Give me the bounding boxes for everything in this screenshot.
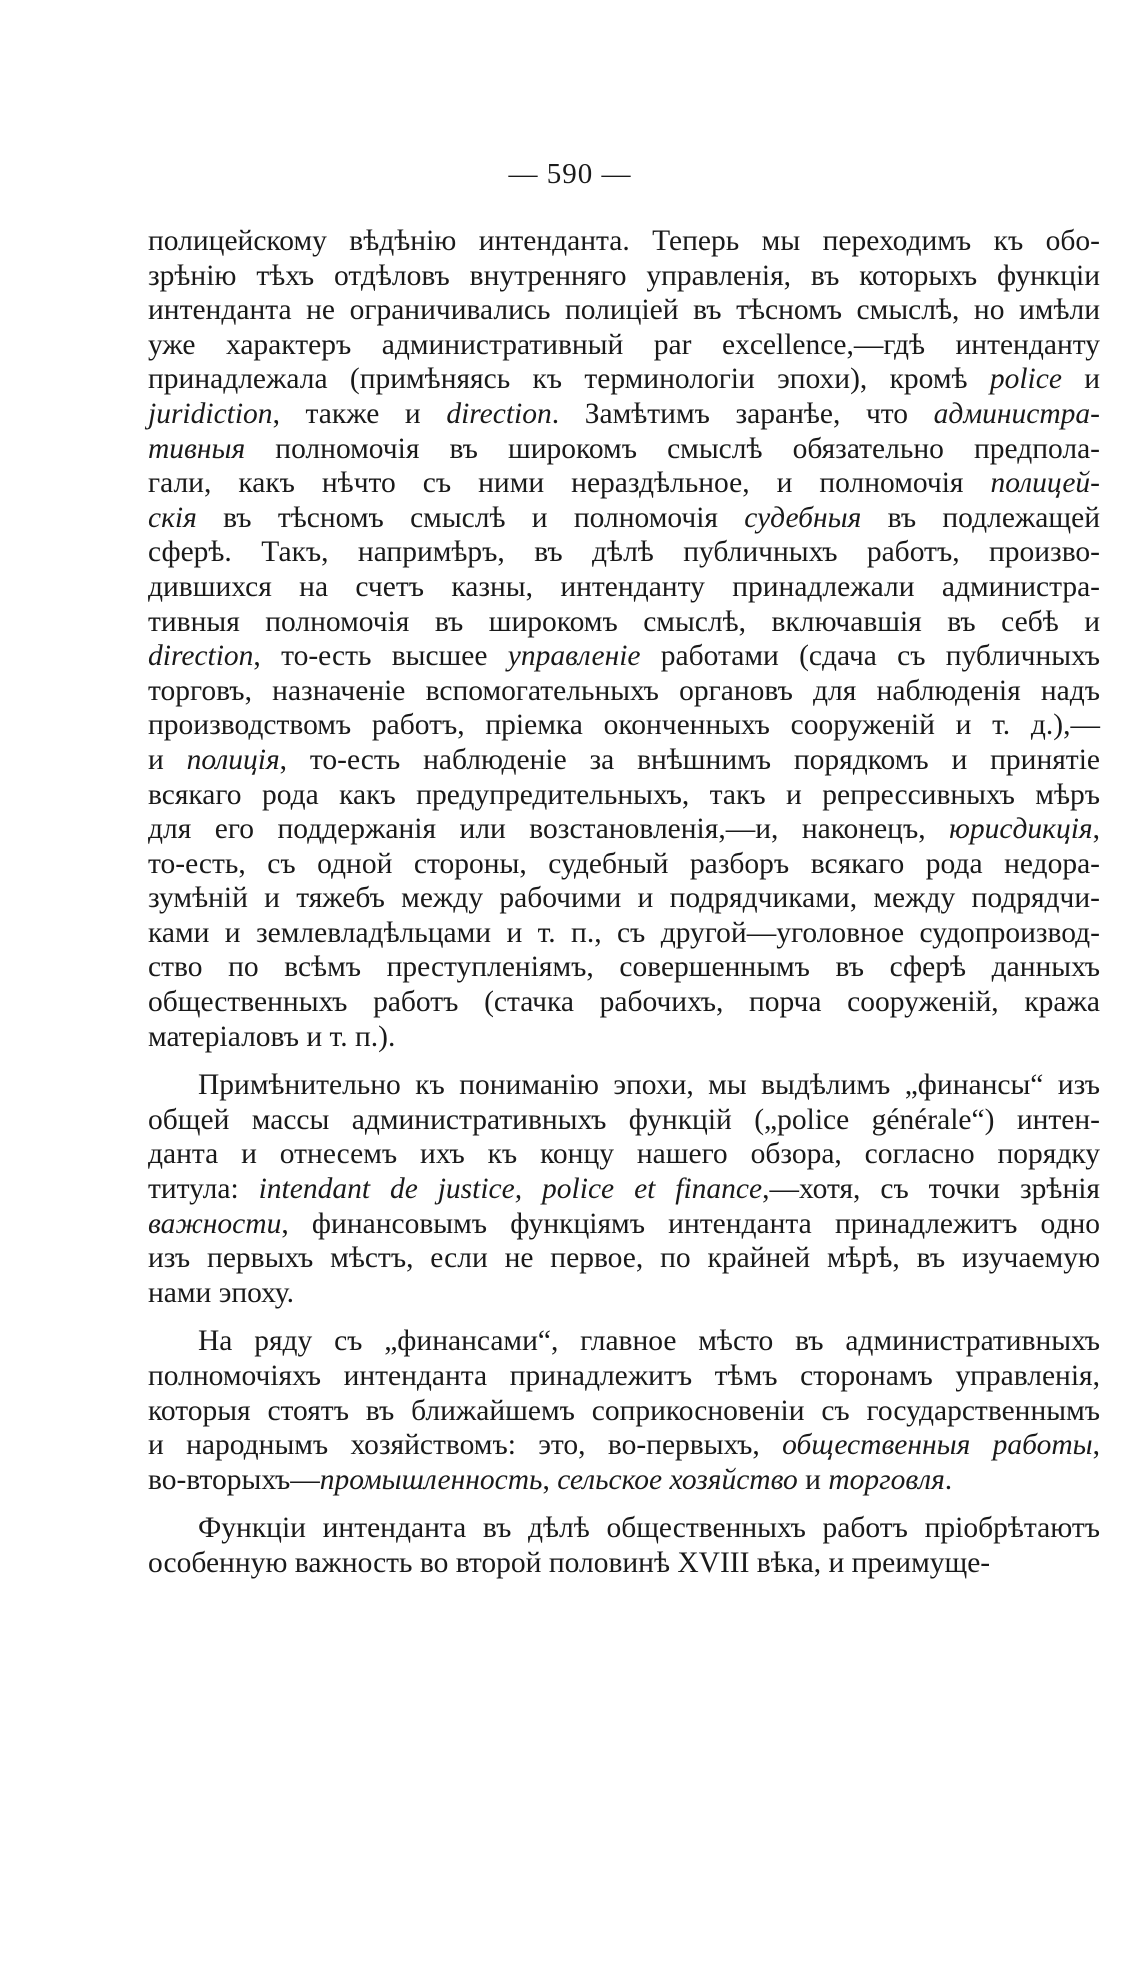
text-line [148,1020,1100,1055]
text-line [148,708,1100,743]
text-segment: ками и землевладѣльцами и т. п., съ другой—уголовное судопроизвод- [148,916,1100,949]
italic-text: важности [148,1207,282,1240]
text-segment: ство по всѣмъ преступленіямъ, совершеннымъ въ сферѣ данныхъ [148,951,1100,984]
paragraph [148,224,1100,1054]
italic-text: тивныя [148,432,246,465]
text-line [148,1324,1100,1359]
body-text [148,224,1100,1581]
text-segment: гали, какъ нѣчто съ ними нераздѣльное, и полномочія [148,467,991,500]
italic-text: intendant de justice, police et finance [258,1173,763,1206]
text-segment: то-есть, съ одной стороны, судебный разборъ всякаго рода недора- [148,847,1100,880]
text-line [148,1428,1100,1463]
text-segment: которыя стоятъ въ ближайшемъ соприкосновеніи съ государственнымъ [148,1394,1100,1427]
text-line [148,535,1100,570]
text-line [148,466,1100,501]
italic-text: direction [148,640,254,673]
italic-text: полиція [186,743,280,776]
paragraph [148,1324,1100,1497]
text-segment: всякаго рода какъ предупредительныхъ, такъ и репрессивныхъ мѣръ [148,778,1100,811]
text-line [148,605,1100,640]
italic-text: управленіе [507,640,641,673]
text-line [148,674,1100,709]
italic-text: сельское хозяйство [557,1463,798,1496]
text-line [148,1276,1100,1311]
text-line [148,259,1100,294]
text-segment: полномочія въ широкомъ смыслѣ обязательно предпола- [245,432,1100,465]
text-segment: принадлежала (примѣняясь къ терминологіи эпохи), кромѣ [148,363,990,396]
text-line [148,1546,1100,1581]
text-line [148,1241,1100,1276]
text-segment: ,—хотя, съ точки зрѣнія [762,1173,1101,1206]
italic-text: промышленность [319,1463,543,1496]
text-segment: работами (сдача съ публичныхъ [640,640,1101,673]
text-segment: изъ первыхъ мѣстъ, если не первое, по крайней мѣрѣ, въ изучаемую [148,1242,1100,1275]
italic-text: скія [148,501,197,534]
text-line [148,432,1100,467]
text-segment: дившихся на счетъ казны, интенданту принадлежали администра- [148,570,1100,603]
text-segment: На ряду съ „финансами“, главное мѣсто въ административныхъ [198,1325,1100,1358]
text-line [148,328,1100,363]
text-line [148,1394,1100,1429]
page-number: — 590 — [508,158,632,190]
text-line [148,570,1100,605]
text-line [148,1068,1100,1103]
text-segment: тивныя полномочія въ широкомъ смыслѣ, включавшія въ себѣ и [148,605,1100,638]
text-segment: нами эпоху. [148,1276,294,1309]
text-segment: , финансовымъ функціямъ интенданта принадлежитъ одно [281,1207,1100,1240]
text-line [148,224,1100,259]
text-segment: матеріаловъ и т. п.). [148,1020,396,1053]
text-line [148,501,1100,536]
italic-text: общественныя работы [782,1429,1093,1462]
italic-text: direction [446,397,552,430]
text-segment: . Замѣтимъ заранѣе, что [551,397,934,430]
text-line [148,1511,1100,1546]
text-line [148,847,1100,882]
text-segment: торговъ, назначеніе вспомогательныхъ органовъ для наблюденія надъ [148,674,1100,707]
text-segment: титула: [148,1173,259,1206]
text-segment: зрѣнію тѣхъ отдѣловъ внутренняго управленія, въ которыхъ функціи [148,259,1100,292]
text-line [148,778,1100,813]
text-segment: во-вторыхъ— [148,1463,320,1496]
text-line [148,1207,1100,1242]
text-segment: , [1092,813,1100,846]
text-line [148,812,1100,847]
text-segment: въ подлежащей [861,501,1100,534]
text-segment: и [1061,363,1100,396]
text-line [148,362,1100,397]
text-line [148,916,1100,951]
paragraph [148,1511,1100,1580]
italic-text: администра- [933,397,1100,430]
text-segment: и [148,743,187,776]
text-segment: и [797,1463,829,1496]
text-segment: , то-есть высшее [253,640,508,673]
text-line [148,1359,1100,1394]
text-segment: полицейскому вѣдѣнію интенданта. Теперь мы переходимъ къ обо- [148,225,1100,257]
italic-text: полицей- [990,467,1100,500]
text-line [148,1172,1100,1207]
italic-text: police [989,363,1062,396]
text-segment: , то-есть наблюденіе за внѣшнимъ порядкомъ и принятіе [279,743,1100,776]
text-line [148,397,1100,432]
text-segment: и народнымъ хозяйствомъ: это, во-первыхъ, [148,1429,783,1462]
italic-text: торговля [828,1463,945,1496]
text-segment: особенную важность во второй половинѣ XVIII вѣка, и преимуще- [148,1546,991,1579]
text-segment: данта и отнесемъ ихъ къ концу нашего обзора, согласно порядку [148,1138,1100,1171]
italic-text: юрисдикція [949,813,1093,846]
text-segment: уже характеръ административный par excellence,—гдѣ интенданту [148,328,1100,361]
text-segment: , [1092,1429,1100,1462]
text-segment: производствомъ работъ, пріемка оконченныхъ сооруженій и т. д.),— [148,709,1100,742]
text-line [148,293,1100,328]
italic-text: juridiction [148,397,273,430]
text-segment: общественныхъ работъ (стачка рабочихъ, порча сооруженій, кража [148,986,1100,1019]
text-segment: полномочіяхъ интенданта принадлежитъ тѣмъ сторонамъ управленія, [148,1360,1100,1392]
text-line [148,1463,1100,1498]
text-line [148,1103,1100,1138]
text-line [148,1137,1100,1172]
italic-text: судебныя [744,501,862,534]
text-line [148,881,1100,916]
text-segment: Функціи интенданта въ дѣлѣ общественныхъ работъ пріобрѣтаютъ [198,1512,1100,1545]
text-line [148,743,1100,778]
text-line [148,639,1100,674]
text-segment: въ тѣсномъ смыслѣ и полномочія [196,501,745,534]
text-segment: сферѣ. Такъ, напримѣръ, въ дѣлѣ публичныхъ работъ, произво- [148,536,1100,569]
text-line [148,985,1100,1020]
text-segment: зумѣній и тяжебъ между рабочими и подрядчиками, между подрядчи- [148,882,1100,915]
text-segment: интенданта не ограничивались полиціей въ тѣсномъ смыслѣ, но имѣли [148,294,1100,327]
text-segment: Примѣнительно къ пониманію эпохи, мы выдѣлимъ „финансы“ изъ [198,1069,1100,1102]
paragraph [148,1068,1100,1310]
text-segment: общей массы административныхъ функцій („police générale“) интен- [148,1103,1100,1136]
text-segment: . [944,1463,953,1496]
text-line [148,950,1100,985]
text-segment: для его поддержанія или возстановленія,—и, наконецъ, [148,813,950,846]
text-segment: , также и [272,397,447,430]
text-segment: , [542,1463,558,1496]
